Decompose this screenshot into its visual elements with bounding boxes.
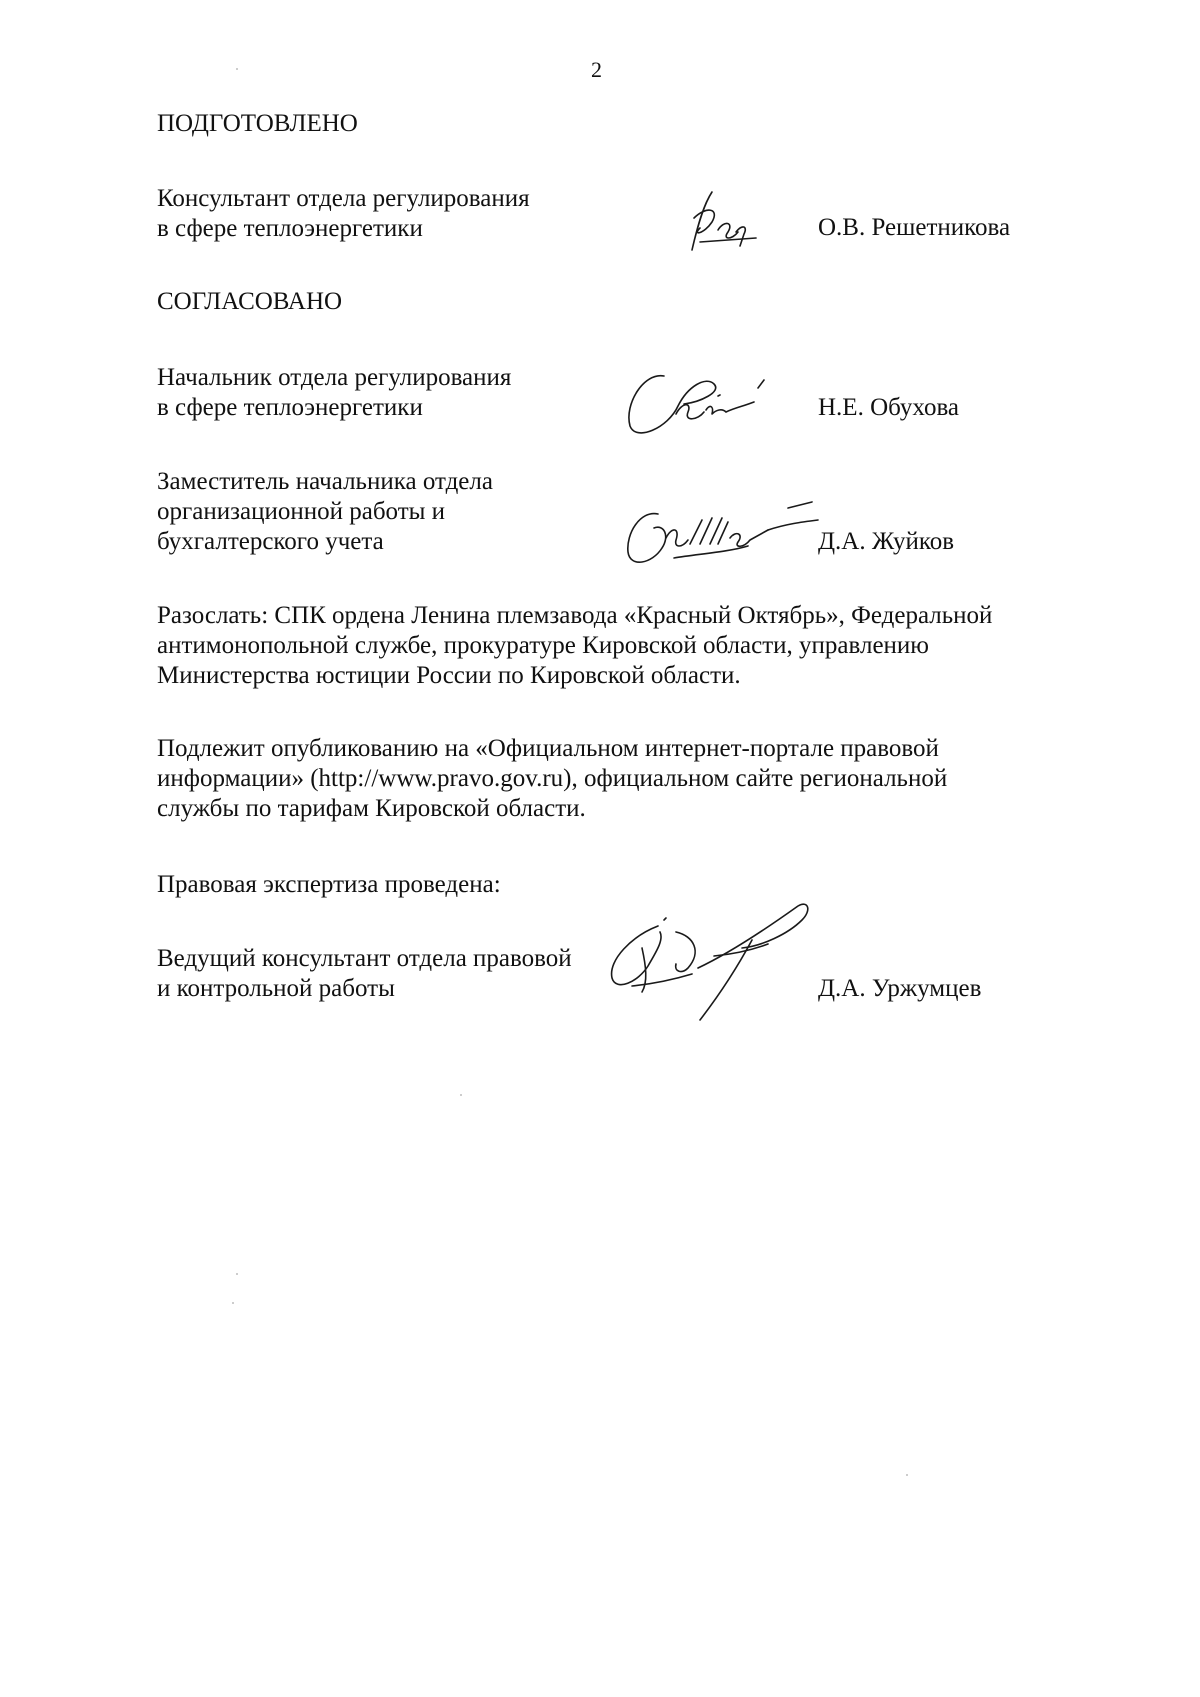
position-line: Начальник отдела регулирования (157, 364, 512, 391)
position-line: организационной работы и (157, 498, 446, 525)
paragraph-line: Министерства юстиции России по Кировской области. (157, 662, 741, 689)
agreed-position-1 (157, 363, 511, 423)
position-line: Ведущий консультант отдела правовой (157, 945, 572, 972)
distribution-paragraph (157, 601, 1037, 691)
paragraph-line: информации» (http://www.pravo.gov.ru), официальном сайте региональной (157, 765, 948, 792)
scan-speck (236, 1273, 238, 1275)
agreed-position-2 (157, 467, 493, 557)
position-line: Консультант отдела регулирования (157, 185, 530, 212)
position-line: и контрольной работы (157, 975, 395, 1002)
scan-speck (236, 68, 238, 70)
page-number: 2 (591, 57, 602, 82)
paragraph-line: антимонопольной службе, прокуратуре Кировской области, управлению (157, 632, 929, 659)
legal-review-position (157, 944, 572, 1004)
signature-urzhumtsev (602, 896, 822, 1026)
legal-review-name: Д.А. Уржумцев (818, 975, 982, 1002)
legal-review-label: Правовая экспертиза проведена: (157, 871, 501, 898)
scan-speck (460, 1094, 462, 1096)
position-line: в сфере теплоэнергетики (157, 394, 423, 421)
scan-speck (906, 1474, 908, 1476)
prepared-name: О.В. Решетникова (818, 214, 1011, 241)
publication-paragraph (157, 734, 1037, 824)
position-line: Заместитель начальника отдела (157, 468, 493, 495)
position-line: бухгалтерского учета (157, 528, 384, 555)
signature-obukhova (618, 362, 778, 442)
signature-zhuikov (618, 494, 828, 574)
prepared-heading: ПОДГОТОВЛЕНО (157, 110, 358, 137)
signature-reshetnikova (672, 184, 772, 264)
paragraph-line: Разослать: СПК ордена Ленина племзавода «Красный Октябрь», Федеральной (157, 602, 993, 629)
agreed-name-1: Н.Е. Обухова (818, 394, 960, 421)
scan-speck (232, 1302, 234, 1304)
prepared-position (157, 184, 530, 244)
paragraph-line: службы по тарифам Кировской области. (157, 795, 586, 822)
position-line: в сфере теплоэнергетики (157, 215, 423, 242)
agreed-name-2: Д.А. Жуйков (818, 528, 955, 555)
paragraph-line: Подлежит опубликованию на «Официальном интернет-портале правовой (157, 735, 939, 762)
agreed-heading: СОГЛАСОВАНО (157, 288, 343, 315)
